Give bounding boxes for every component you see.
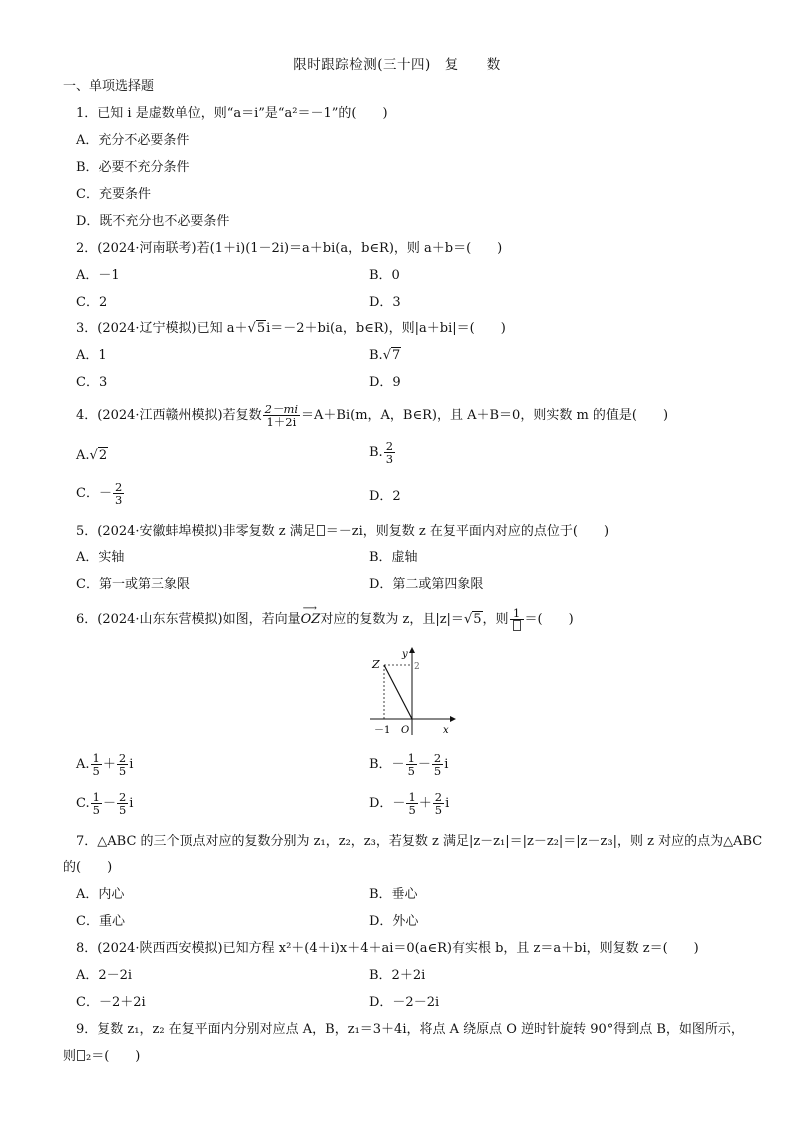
y-axis-arrow — [409, 647, 415, 653]
placeholder-icon — [77, 1050, 85, 1061]
question-2-stem: 2．(2024·河南联考)若(1＋i)(1－2i)＝a＋bi(a，b∈R)，则 a＋b＝( ) — [76, 241, 503, 256]
vector-oz-line — [384, 665, 412, 719]
q6-option-c: C. $\frac{1}{5}$ － $\frac{2}{5}$ i — [76, 790, 134, 817]
q3-stem-pre: 3．(2024·辽宁模拟)已知 a＋ — [76, 321, 248, 336]
q6-option-b: B．－ $\frac{1}{5}$ － $\frac{2}{5}$ i — [369, 751, 449, 778]
q2-option-b: B．0 — [369, 268, 400, 283]
question-3-stem — [76, 321, 506, 337]
q7-option-a: A．内心 — [76, 887, 125, 902]
q7-option-b: B．垂心 — [369, 887, 418, 902]
x-axis-label: x — [443, 725, 449, 736]
q7-option-d: D．外心 — [369, 914, 419, 929]
vector-oz: ⟶ OZ — [300, 603, 321, 627]
q3-option-d: D．9 — [369, 375, 401, 390]
y-axis-label: y — [402, 649, 408, 660]
q1-option-d: D．既不充分也不必要条件 — [76, 214, 230, 229]
origin-label: O — [401, 725, 410, 736]
point-z-label: Z — [372, 658, 380, 671]
question-6-stem: 6．(2024·山东东营模拟)如图，若向量 ⟶ OZ对应的复数为 z，且|z|＝√5，则 1 ＝( ) — [76, 607, 574, 633]
q3-option-c: C．3 — [76, 375, 108, 390]
q2-option-d: D．3 — [369, 295, 401, 310]
q8-option-d: D．－2－2i — [369, 995, 440, 1010]
q7-option-c: C．重心 — [76, 914, 125, 929]
q4-option-b: B. $\frac{2}{3}$ — [369, 439, 394, 466]
question-7-stem: 7．△ABC 的三个顶点对应的复数分别为 z₁，z₂，z₃，若复数 z 满足|z－z₁|＝|z－z₂|＝|z－z₃|，则 z 对应的点为△ABC — [76, 834, 763, 849]
q3-sqrt: √5 — [247, 321, 266, 336]
q5-option-a: A．实轴 — [76, 550, 125, 565]
q5-option-b: B．虚轴 — [369, 550, 418, 565]
q2-option-c: C．2 — [76, 295, 108, 310]
q1-option-b: B．必要不充分条件 — [76, 160, 190, 175]
question-8-stem: 8．(2024·陕西西安模拟)已知方程 x²＋(4＋i)x＋4＋ai＝0(a∈R)有实根 b，且 z＝a＋bi，则复数 z＝( ) — [76, 941, 699, 956]
question-1-stem: 1．已知 i 是虚数单位，则“a＝i”是“a²＝－1”的( ) — [76, 106, 388, 121]
x-axis-arrow — [450, 716, 456, 722]
q6-option-d: D．－ $\frac{1}{5}$ ＋ $\frac{2}{5}$ i — [369, 790, 450, 817]
q1-option-c: C．充要条件 — [76, 187, 151, 202]
q8-option-b: B．2＋2i — [369, 968, 426, 983]
q3-stem-post: i＝－2＋bi(a，b∈R)，则|a＋bi|＝( ) — [266, 321, 506, 336]
question-9-stem-cont: 则 ₂＝( ) — [63, 1049, 141, 1064]
q5-option-d: D．第二或第四象限 — [369, 577, 484, 592]
q1-option-a: A．充分不必要条件 — [76, 133, 190, 148]
question-7-stem-cont: 的( ) — [63, 860, 113, 875]
q4-option-c: C．－ $\frac{2}{3}$ — [76, 480, 123, 507]
q4-option-a: A.√2 — [76, 448, 108, 463]
q6-complex-plane-figure — [366, 645, 456, 739]
tick-two: 2 — [414, 662, 420, 672]
q8-option-a: A．2－2i — [76, 968, 133, 983]
q2-option-a: A．－1 — [76, 268, 120, 283]
q3-option-a: A．1 — [76, 348, 107, 363]
q5-option-c: C．第一或第三象限 — [76, 577, 190, 592]
question-4-stem: 4．(2024·江西赣州模拟)若复数 $\frac{2-mi}{1+2i}$ ＝A＋Bi(m，A，B∈R)，且 A＋B＝0，则实数 m 的值是( ) — [76, 402, 669, 429]
section-heading: 一、单项选择题 — [63, 79, 155, 94]
question-5-stem: 5．(2024·安徽蚌埠模拟)非零复数 z 满足 ＝－zi，则复数 z 在复平面内对应的点位于( ) — [76, 524, 610, 539]
q3-option-b: B.√7 — [369, 348, 401, 363]
q4-fraction: $\frac{2-mi}{1+2i}$ — [264, 402, 299, 429]
tick-minus-one: －1 — [374, 725, 391, 736]
conjugate-placeholder-icon — [317, 525, 325, 536]
q8-option-c: C．－2＋2i — [76, 995, 146, 1010]
page-title: 限时跟踪检测(三十四) 复 数 — [293, 57, 501, 73]
q6-option-a: A. $\frac{1}{5}$ ＋ $\frac{2}{5}$ i — [76, 751, 134, 778]
question-9-stem: 9．复数 z₁，z₂ 在复平面内分别对应点 A，B，z₁＝3＋4i，将点 A 绕原点 O 逆时针旋转 90°得到点 B，如图所示， — [76, 1022, 744, 1037]
q4-option-d: D．2 — [369, 489, 401, 504]
